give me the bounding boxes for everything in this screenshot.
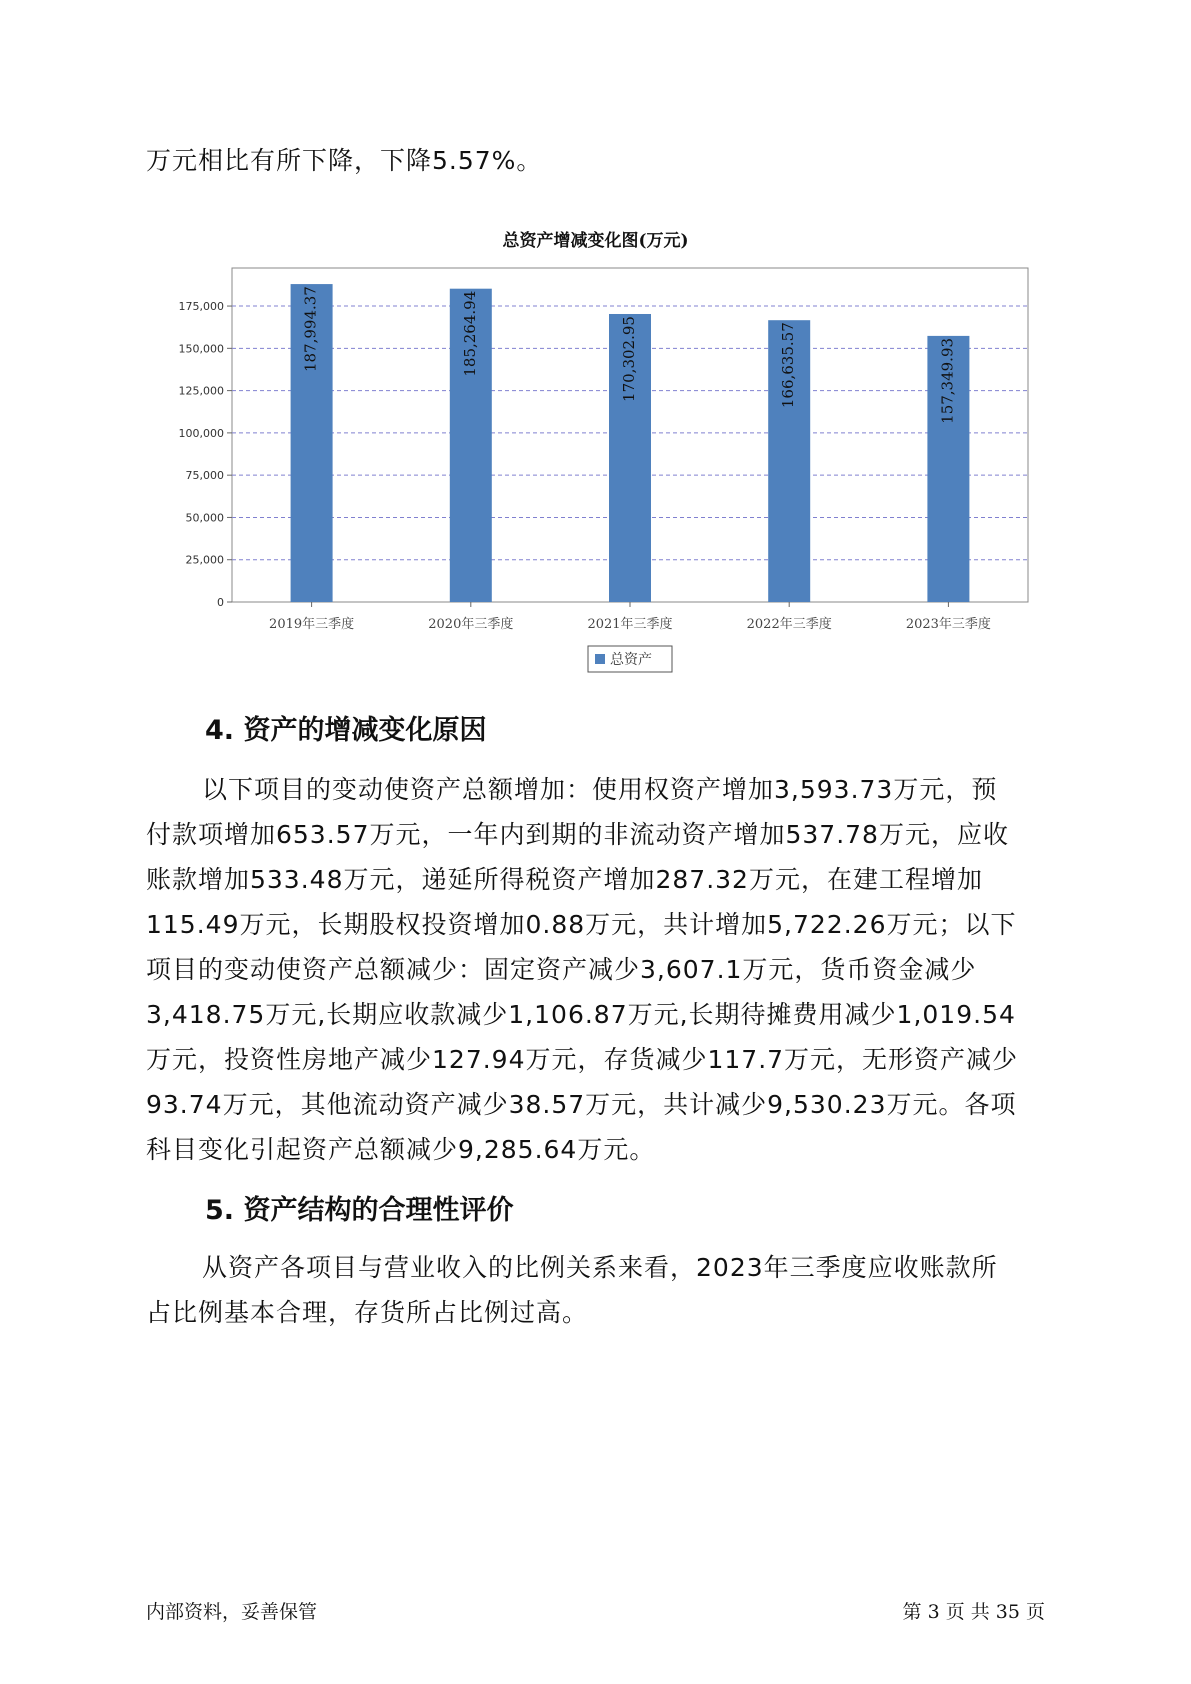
- y-tick-label: 125,000: [178, 384, 224, 398]
- y-tick-label: 175,000: [178, 300, 224, 314]
- y-tick-label: 75,000: [185, 469, 224, 483]
- legend-label: 总资产: [610, 652, 652, 668]
- section4-line: 项目的变动使资产总额减少：固定资产减少3,607.1万元，货币资金减少: [146, 955, 977, 984]
- chart-title: 总资产增减变化图(万元): [502, 231, 689, 251]
- footer-left: 内部资料，妥善保管: [146, 1601, 318, 1623]
- section4-line: 付款项增加653.57万元，一年内到期的非流动资产增加537.78万元，应收: [146, 820, 1009, 849]
- x-tick-label: 2020年三季度: [428, 617, 514, 632]
- y-tick-label: 100,000: [178, 426, 224, 440]
- section4-line: 账款增加533.48万元，递延所得税资产增加287.32万元，在建工程增加: [146, 865, 983, 894]
- section5-line: 从资产各项目与营业收入的比例关系来看，2023年三季度应收账款所: [202, 1253, 998, 1282]
- bar-data-label: 185,264.94: [460, 290, 479, 377]
- bar-data-label: 157,349.93: [938, 337, 957, 424]
- section5-heading: 5. 资产结构的合理性评价: [205, 1195, 514, 1226]
- footer-page-number: 第 3 页 共 35 页: [902, 1601, 1045, 1623]
- section4-line: 3,418.75万元,长期应收款减少1,106.87万元,长期待摊费用减少1,019.54: [146, 1000, 1016, 1029]
- x-tick-label: 2023年三季度: [905, 617, 991, 632]
- intro-text: 万元相比有所下降，下降5.57%。: [146, 146, 543, 175]
- section5-paragraph: [146, 1245, 1056, 1335]
- section4-line: 万元，投资性房地产减少127.94万元，存货减少117.7万元，无形资产减少: [146, 1045, 1019, 1074]
- section4-paragraph: [146, 767, 1056, 1172]
- x-tick-label: 2022年三季度: [746, 617, 832, 632]
- y-tick-label: 0: [217, 596, 224, 609]
- y-tick-label: 50,000: [185, 511, 224, 525]
- section4-line: 93.74万元，其他流动资产减少38.57万元，共计减少9,530.23万元。各项: [146, 1090, 1017, 1119]
- bar-data-label: 187,994.37: [301, 286, 320, 373]
- y-tick-label: 150,000: [178, 342, 224, 356]
- x-tick-label: 2019年三季度: [269, 617, 355, 632]
- section4-line: 以下项目的变动使资产总额增加：使用权资产增加3,593.73万元，预: [202, 775, 998, 804]
- section4-line: 科目变化引起资产总额减少9,285.64万元。: [146, 1135, 656, 1164]
- section4-line: 115.49万元，长期股权投资增加0.88万元，共计增加5,722.26万元；以下: [146, 910, 1017, 939]
- total-assets-bar-chart: [150, 255, 1030, 685]
- intro-paragraph: [146, 138, 1056, 183]
- bar-data-label: 166,635.57: [779, 322, 798, 409]
- section5-line: 占比例基本合理，存货所占比例过高。: [146, 1298, 589, 1327]
- legend-swatch: [595, 654, 605, 664]
- y-tick-label: 25,000: [185, 553, 224, 567]
- bar-data-label: 170,302.95: [620, 316, 638, 402]
- section4-heading: 4. 资产的增减变化原因: [205, 715, 487, 746]
- x-tick-label: 2021年三季度: [587, 617, 673, 632]
